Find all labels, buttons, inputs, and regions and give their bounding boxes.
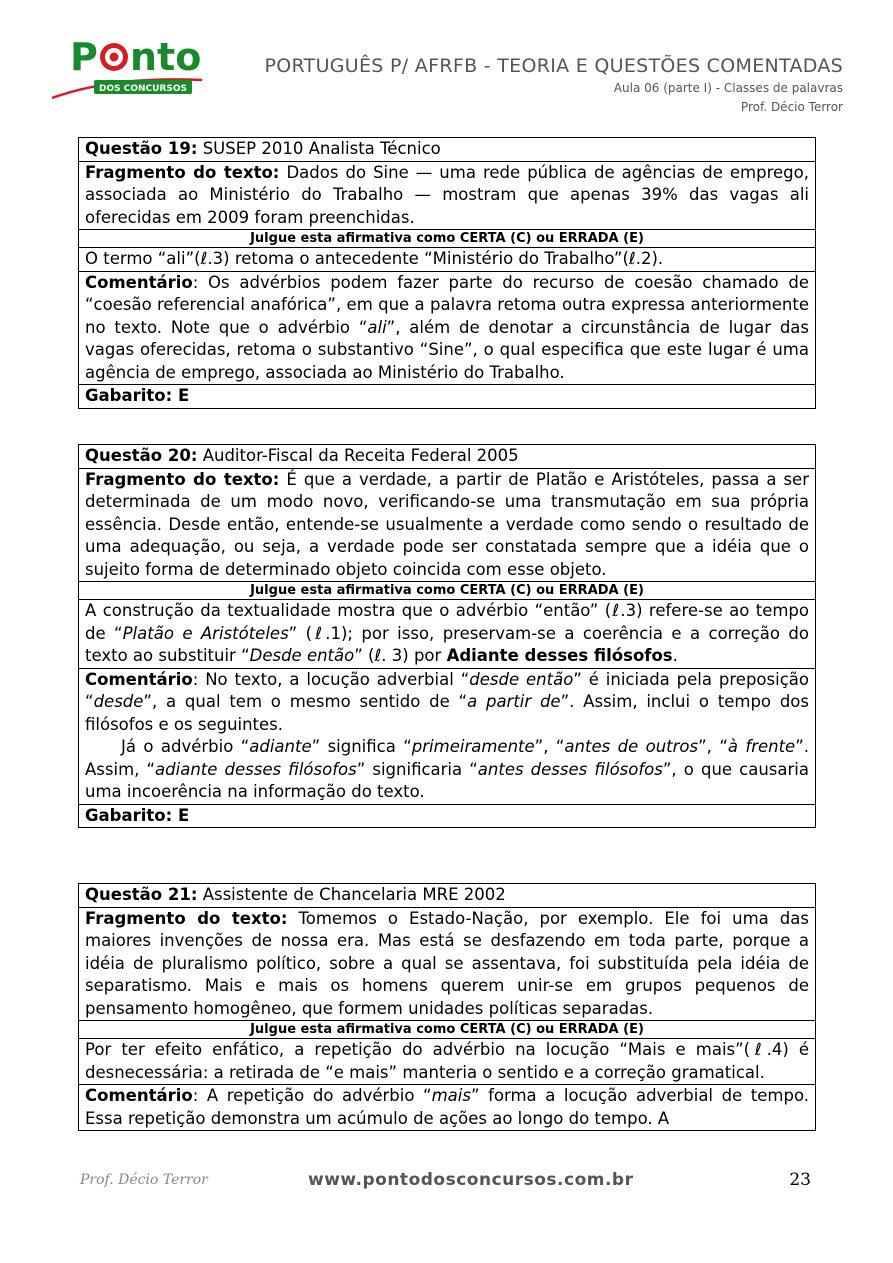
course-title: PORTUGUÊS P/ AFRFB - TEORIA E QUESTÕES COMENTADAS — [264, 55, 843, 77]
footer-author: Prof. Décio Terror — [80, 1172, 208, 1188]
question-20-comment: Comentário: No texto, a locução adverbial “desde então” é iniciada pela preposição “desde”, a qual tem o mesmo sentido de “a partir de”. Assim, inclui o tempo dos filósofos e os seguintes. Já o advérbio “adiante” significa “primeiramente”, “antes de outros”, “à frente”. Assim, “adiante desses filósofos” significaria “antes desses filósofos”, o que causaria uma incoerência na informação do texto. — [79, 669, 815, 805]
question-20-comment-paragraph-2: Já o advérbio “adiante” significa “primeiramente”, “antes de outros”, “à frente”. Assim, “adiante desses filósofos” significaria “antes desses filósofos”, o que causaria uma incoerência na informação do texto. — [85, 737, 810, 801]
question-19-fragment: Fragmento do texto: Dados do Sine — uma rede pública de agências de emprego, associada ao Ministério do Trabalho — mostram que apenas 39% das vagas ali oferecidas em 2009 foram preenchidas. — [79, 162, 815, 231]
question-21-fragment: Fragmento do texto: Tomemos o Estado-Nação, por exemplo. Ele foi uma das maiores invenções de nossa era. Mas está se desfazendo em toda parte, porque a idéia de pluralismo político, sobre a qual se assentava, foi substituída pela idéia de separatismo. Mais e mais os homens querem unir-se em grupos pequenos de pensamento homogêneo, que formem unidades políticas separadas. — [79, 908, 815, 1022]
professor-name: Prof. Décio Terror — [740, 100, 843, 114]
question-20-statement: A construção da textualidade mostra que o advérbio “então” (ℓ.3) refere-se ao tempo de “Platão e Aristóteles” (ℓ.1); por isso, preservam-se a coerência e a correção do texto ao substituir “Desde então” (ℓ. 3) por Adiante desses filósofos. — [79, 600, 815, 669]
question-19-comment: Comentário: Os advérbios podem fazer parte do recurso de coesão chamado de “coesão referencial anafórica”, em que a palavra retoma outra expressa anteriormente no texto. Note que o advérbio “ali”, além de denotar a circunstância de lugar das vagas oferecidas, retoma o substantivo “Sine”, o qual especifica que este lugar é uma agência de emprego, associada ao Ministério do Trabalho. — [79, 272, 815, 386]
question-19-header: Questão 19: SUSEP 2010 Analista Técnico — [79, 138, 815, 162]
question-20-box — [78, 444, 816, 828]
svg-text:P: P — [70, 36, 98, 79]
question-20-answer: Gabarito: E — [85, 805, 190, 825]
ponto-logo — [52, 36, 212, 102]
question-19-instruction: Julgue esta afirmativa como CERTA (C) ou ERRADA (E) — [79, 230, 815, 248]
svg-text:DOS CONCURSOS: DOS CONCURSOS — [99, 84, 187, 94]
footer-website-link[interactable]: www.pontodosconcursos.com.br — [308, 1170, 634, 1190]
question-19-statement: O termo “ali”(ℓ.3) retoma o antecedente “Ministério do Trabalho”(ℓ.2). — [79, 248, 815, 272]
page-number: 23 — [789, 1170, 811, 1190]
question-21-box — [78, 883, 816, 1131]
question-21-header: Questão 21: Assistente de Chancelaria MRE 2002 — [79, 884, 815, 908]
question-21-comment: Comentário: A repetição do advérbio “mais” forma a locução adverbial de tempo. Essa repetição demonstra um acúmulo de ações ao longo do tempo. A — [85, 1086, 810, 1128]
question-20-header: Questão 20: Auditor-Fiscal da Receita Federal 2005 — [79, 445, 815, 469]
question-20-instruction: Julgue esta afirmativa como CERTA (C) ou ERRADA (E) — [79, 582, 815, 600]
question-19-box — [78, 137, 816, 409]
lesson-subtitle: Aula 06 (parte I) - Classes de palavras — [613, 81, 843, 95]
question-21-instruction: Julgue esta afirmativa como CERTA (C) ou ERRADA (E) — [79, 1021, 815, 1039]
question-20-fragment: Fragmento do texto: É que a verdade, a partir de Platão e Aristóteles, passa a ser determinada de um modo novo, verificando-se uma transmutação em sua própria essência. Desde então, entende-se usualmente a verdade como sendo o resultado de uma adequação, ou seja, a verdade pode ser constatada sempre que a idéia que o sujeito forma de determinado objeto coincida com esse objeto. — [79, 469, 815, 583]
svg-text:nto: nto — [130, 36, 202, 79]
page-footer — [80, 1170, 815, 1192]
question-21-statement: Por ter efeito enfático, a repetição do advérbio na locução “Mais e mais”(ℓ.4) é desnecessária: a retirada de “e mais” manteria o sentido e a correção gramatical. — [79, 1039, 815, 1085]
question-19-answer: Gabarito: E — [85, 386, 190, 405]
page-header — [0, 0, 893, 130]
